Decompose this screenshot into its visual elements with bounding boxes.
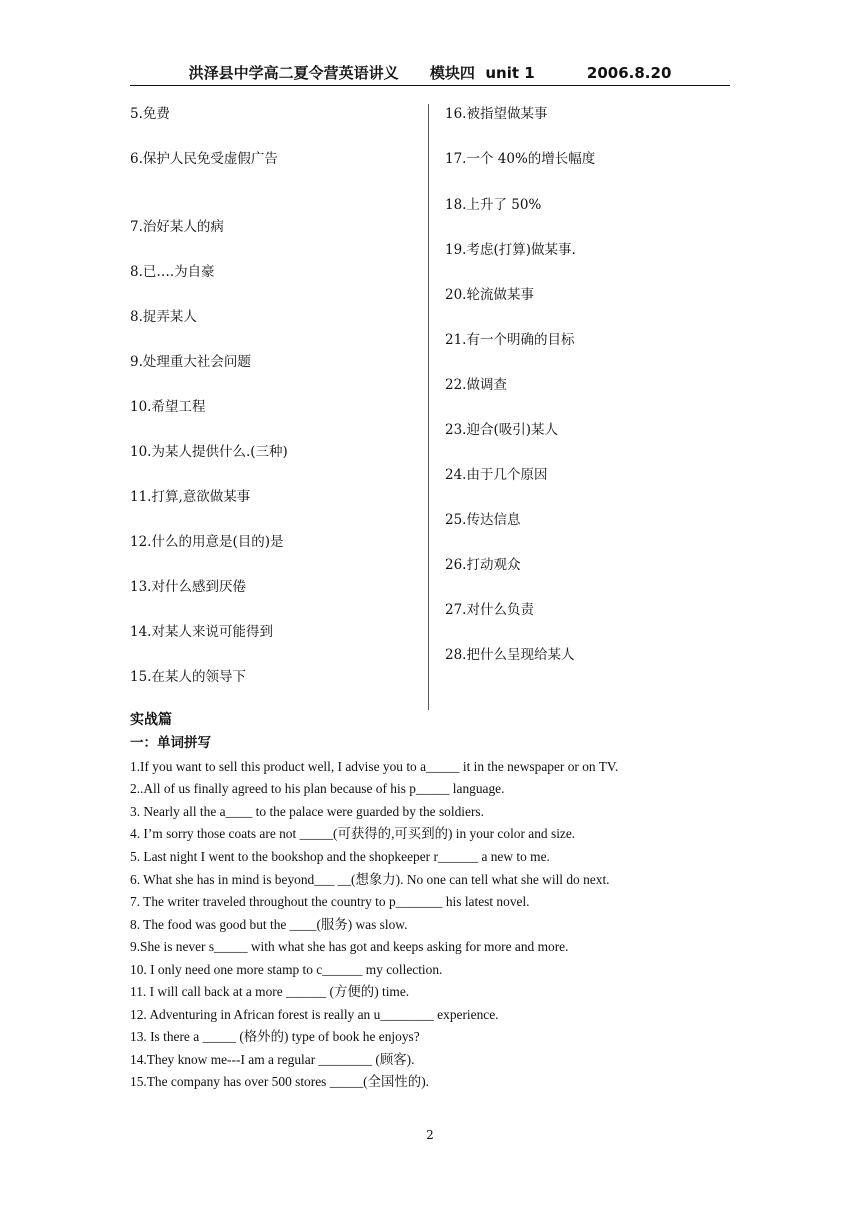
vocab-item: 16.被指望做某事 [445, 106, 548, 122]
vocab-item: 24.由于几个原因 [445, 467, 548, 483]
exercise-line: 2..All of us finally agreed to his plan because of his p_____ language. [130, 781, 505, 796]
vocab-item: 9.处理重大社会问题 [130, 354, 251, 370]
vocab-item: 8.已….为自豪 [130, 264, 215, 280]
exercise-line: 11. I will call back at a more ______ (方便的) time. [130, 984, 410, 999]
exercise-line: 5. Last night I went to the bookshop and the shopkeeper r______ a new to me. [130, 849, 550, 864]
column-divider [428, 104, 429, 710]
vocab-item: 10.为某人提供什么.(三种) [130, 444, 288, 460]
vocab-item: 11.打算,意欲做某事 [130, 489, 251, 505]
vocab-item: 10.希望工程 [130, 399, 206, 415]
exercise-line: 6. What she has in mind is beyond___ __(想象力). No one can tell what she will do next. [130, 872, 610, 887]
exercise-line: 13. Is there a _____ (格外的) type of book he enjoys? [130, 1029, 420, 1044]
page-number: 2 [426, 1128, 434, 1142]
vocab-item: 26.打动观众 [445, 557, 521, 573]
vocab-item: 7.治好某人的病 [130, 219, 224, 235]
exercise-line: 12. Adventuring in African forest is really an u________ experience. [130, 1007, 499, 1022]
vocab-item: 19.考虑(打算)做某事. [445, 242, 576, 258]
page-header: 洪泽县中学高二夏令营英语讲义 模块四 unit 1 2006.8.20 [130, 63, 730, 86]
exercise-line: 7. The writer traveled throughout the country to p_______ his latest novel. [130, 894, 530, 909]
exercise-line: 10. I only need one more stamp to c______ my collection. [130, 962, 443, 977]
vocab-item: 12.什么的用意是(目的)是 [130, 534, 284, 550]
vocab-item: 6.保护人民免受虚假广告 [130, 151, 278, 167]
exercise-line: 9.She is never s_____ with what she has got and keeps asking for more and more. [130, 939, 569, 954]
exercise-subtitle: 一：单词拼写 [130, 735, 211, 751]
vocab-item: 22.做调查 [445, 377, 507, 393]
vocab-item: 14.对某人来说可能得到 [130, 624, 273, 640]
vocab-item: 18.上升了 50% [445, 197, 542, 213]
vocab-item: 5.免费 [130, 106, 170, 122]
vocab-item: 17.一个 40%的增长幅度 [445, 151, 596, 167]
exercise-line: 8. The food was good but the ____(服务) was slow. [130, 917, 408, 932]
vocab-item: 21.有一个明确的目标 [445, 332, 575, 348]
vocab-item: 8.捉弄某人 [130, 309, 197, 325]
exercise-line: 14.They know me---I am a regular ________ (顾客). [130, 1052, 415, 1067]
vocab-item: 15.在某人的领导下 [130, 669, 246, 685]
vocab-item: 20.轮流做某事 [445, 287, 534, 303]
exercise-line: 4. I’m sorry those coats are not _____(可获得的,可买到的) in your color and size. [130, 826, 576, 841]
section-title: 实战篇 [130, 712, 172, 728]
vocab-item: 25.传达信息 [445, 512, 521, 528]
vocab-item: 13.对什么感到厌倦 [130, 579, 246, 595]
vocab-item: 28.把什么呈现给某人 [445, 647, 575, 663]
exercise-line: 15.The company has over 500 stores _____(全国性的). [130, 1074, 430, 1089]
exercise-line: 3. Nearly all the a____ to the palace were guarded by the soldiers. [130, 804, 484, 819]
exercise-line: 1.If you want to sell this product well, I advise you to a_____ it in the newspaper or on TV. [130, 759, 619, 774]
vocab-item: 23.迎合(吸引)某人 [445, 422, 559, 438]
vocab-item: 27.对什么负责 [445, 602, 534, 618]
